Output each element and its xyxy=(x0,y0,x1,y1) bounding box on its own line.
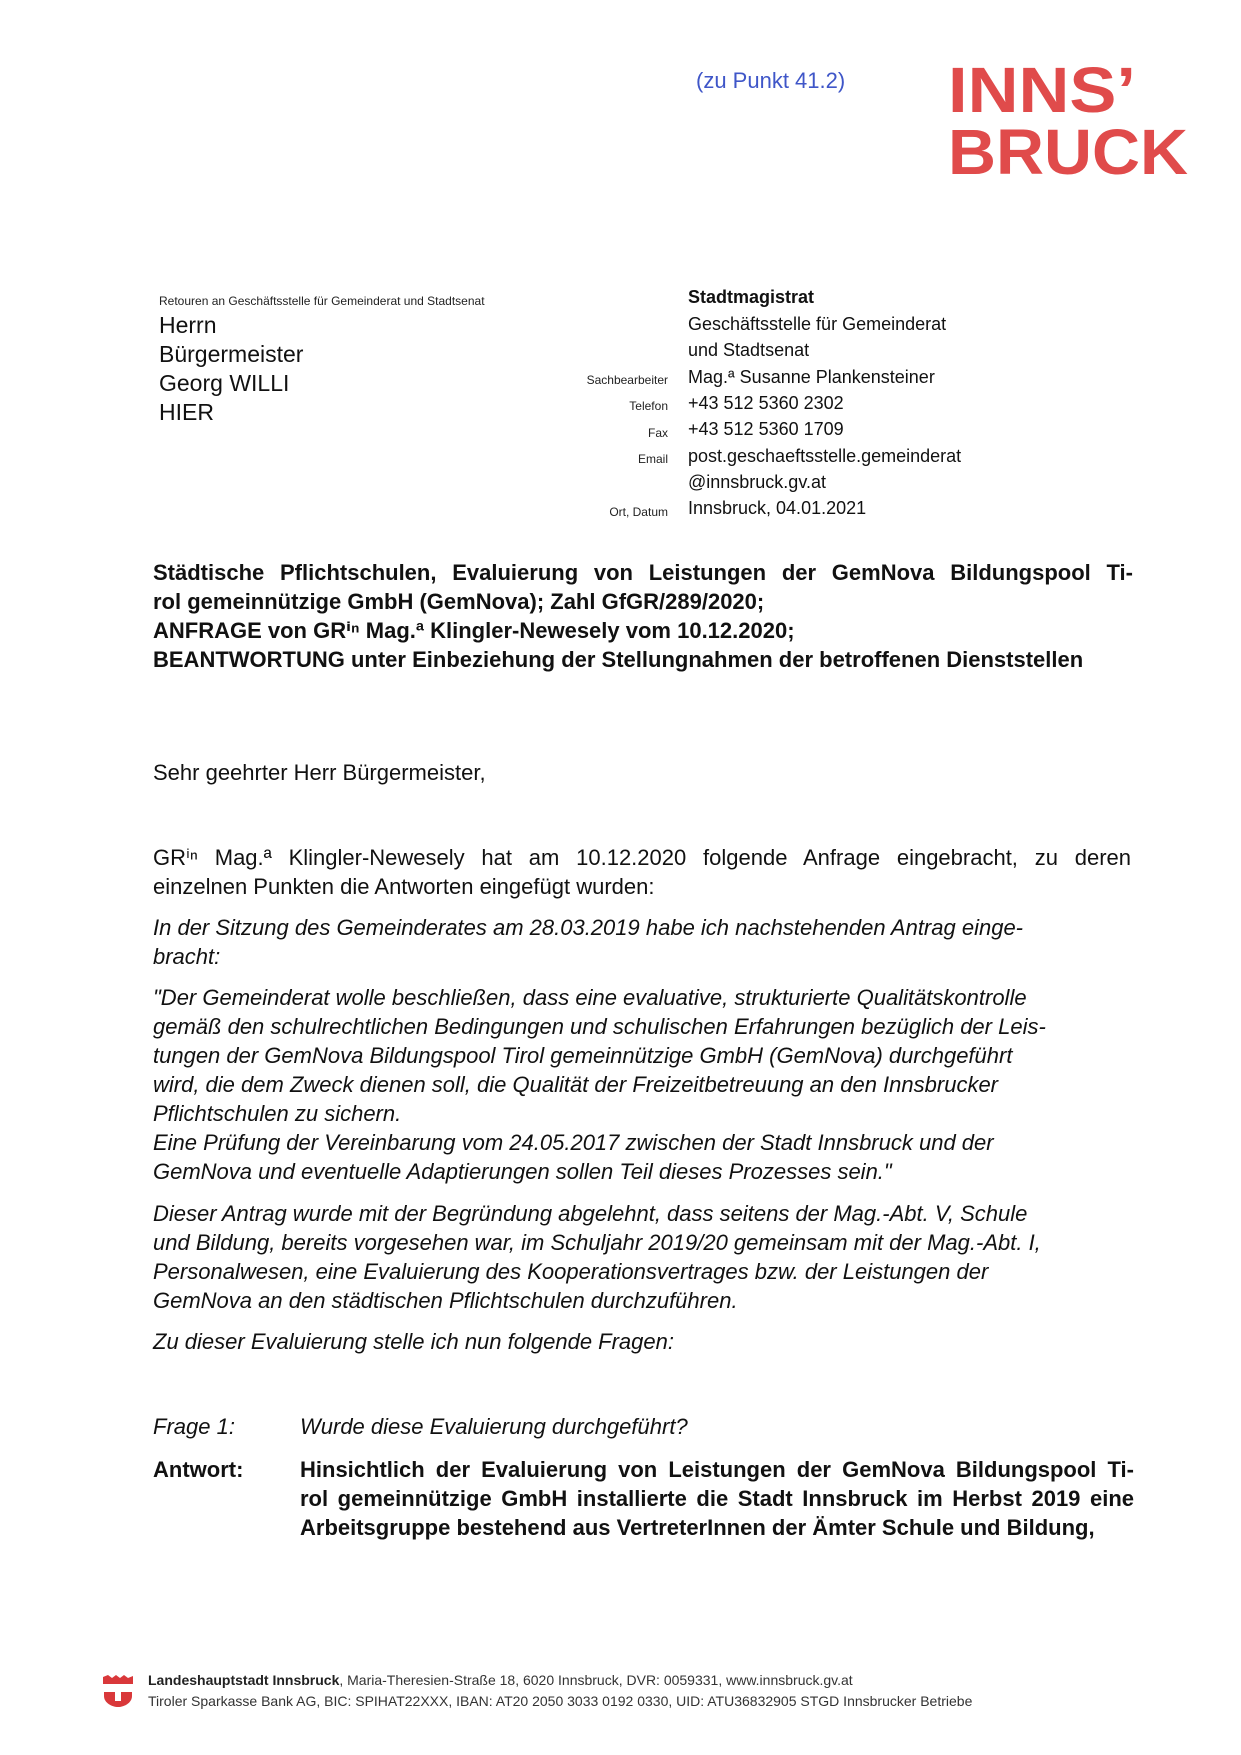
fax-label: Fax xyxy=(647,426,668,440)
question-1-label: Frage 1: xyxy=(153,1414,235,1439)
motion-quote xyxy=(153,983,1131,1186)
sender-dept-line1: Geschäftsstelle für Gemeinderat xyxy=(688,314,947,334)
footer-city-name: Landeshauptstadt Innsbruck xyxy=(148,1672,340,1688)
inquiry-line: bracht: xyxy=(153,944,221,969)
page-footer xyxy=(100,1668,1160,1714)
intro-line: einzelnen Punkten die Antworten eingefügt wurden: xyxy=(153,874,655,899)
answer-line: Hinsichtlich der Evaluierung von Leistungen der GemNova Bildungspool Ti- xyxy=(300,1457,1134,1482)
email-line2: @innsbruck.gv.at xyxy=(688,472,826,492)
inquiry-paragraph-2 xyxy=(153,1199,1131,1315)
logo-text-line2: BRUCK xyxy=(948,116,1188,180)
phone-label: Telefon xyxy=(629,399,668,413)
recipient-line: HIER xyxy=(159,399,214,425)
quote-line: Pflichtschulen zu sichern. xyxy=(153,1101,402,1126)
subject-line: rol gemeinnützige GmbH (GemNova); Zahl GfGR/289/2020; xyxy=(153,589,765,614)
recipient-line: Georg WILLI xyxy=(159,370,290,396)
recipient-address xyxy=(159,311,303,427)
subject-line: BEANTWORTUNG unter Einbeziehung der Stellungnahmen der betroffenen Dienststellen xyxy=(153,647,1084,672)
innsbruck-logo xyxy=(948,56,1192,180)
question-1-text: Wurde diese Evaluierung durchgeführt? xyxy=(300,1414,688,1439)
inquiry-line: In der Sitzung des Gemeinderates am 28.03.2019 habe ich nachstehenden Antrag einge- xyxy=(153,915,1023,940)
quote-line: gemäß den schulrechtlichen Bedingungen und schulischen Erfahrungen bezüglich der Leis- xyxy=(153,1014,1046,1039)
answer-1-label: Antwort: xyxy=(153,1457,244,1482)
quote-line: wird, die dem Zweck dienen soll, die Qualität der Freizeitbetreuung an den Innsbrucker xyxy=(153,1072,999,1097)
quote-line: GemNova und eventuelle Adaptierungen sollen Teil dieses Prozesses sein." xyxy=(153,1159,892,1184)
inquiry-paragraph-1 xyxy=(153,913,1131,971)
salutation: Sehr geehrter Herr Bürgermeister, xyxy=(153,760,486,785)
sender-org: Stadtmagistrat xyxy=(688,287,815,307)
intro-paragraph xyxy=(153,843,1131,901)
subject-line: Städtische Pflichtschulen, Evaluierung von Leistungen der GemNova Bildungspool Ti- xyxy=(153,560,1133,585)
email-label: Email xyxy=(637,452,668,466)
inquiry-line: GemNova an den städtischen Pflichtschulen durchzuführen. xyxy=(153,1288,738,1313)
answer-line: Arbeitsgruppe bestehend aus VertreterInnen der Ämter Schule und Bildung, xyxy=(300,1515,1095,1540)
quote-line: tungen der GemNova Bildungspool Tirol gemeinnützige GmbH (GemNova) durchgeführt xyxy=(153,1043,1013,1068)
phone-number: +43 512 5360 2302 xyxy=(688,393,844,413)
clerk-name: Mag.ª Susanne Plankensteiner xyxy=(688,367,935,387)
city-crest-icon xyxy=(102,1674,134,1708)
footer-address: , Maria-Theresien-Straße 18, 6020 Innsbruck, DVR: 0059331, www.innsbruck.gv.at xyxy=(339,1672,853,1688)
email-line1: post.geschaeftsstelle.gemeinderat xyxy=(688,446,962,466)
footer-address-line xyxy=(148,1672,853,1688)
inquiry-line: und Bildung, bereits vorgesehen war, im Schuljahr 2019/20 gemeinsam mit der Mag.-Abt. I, xyxy=(153,1230,1041,1255)
place-date: Innsbruck, 04.01.2021 xyxy=(688,498,867,518)
recipient-line: Bürgermeister xyxy=(159,341,304,367)
date-label: Ort, Datum xyxy=(609,505,668,519)
fax-number: +43 512 5360 1709 xyxy=(688,419,844,439)
footer-bank-line: Tiroler Sparkasse Bank AG, BIC: SPIHAT22XXX, IBAN: AT20 2050 3033 0192 0330, UID: ATU36832905 STGD Innsbrucker Betriebe xyxy=(148,1693,973,1709)
clerk-label: Sachbearbeiter xyxy=(586,373,668,387)
return-address-line: Retouren an Geschäftsstelle für Gemeinderat und Stadtsenat xyxy=(159,294,485,308)
inquiry-line: Dieser Antrag wurde mit der Begründung abgelehnt, dass seitens der Mag.-Abt. V, Schule xyxy=(153,1201,1028,1226)
agenda-reference: (zu Punkt 41.2) xyxy=(696,68,846,93)
quote-line: "Der Gemeinderat wolle beschließen, dass eine evaluative, strukturierte Qualitätskontrolle xyxy=(153,985,1027,1010)
quote-line: Eine Prüfung der Vereinbarung vom 24.05.2017 zwischen der Stadt Innsbruck und der xyxy=(153,1130,994,1155)
subject-line: ANFRAGE von GRⁱⁿ Mag.ª Klingler-Newesely vom 10.12.2020; xyxy=(153,618,795,643)
answer-1-text xyxy=(300,1455,1134,1542)
inquiry-paragraph-3: Zu dieser Evaluierung stelle ich nun folgende Fragen: xyxy=(153,1329,674,1354)
logo-text-line1: INNS’ xyxy=(948,56,1136,126)
recipient-line: Herrn xyxy=(159,312,217,338)
sender-dept-line2: und Stadtsenat xyxy=(688,340,810,360)
inquiry-line: Personalwesen, eine Evaluierung des Kooperationsvertrages bzw. der Leistungen der xyxy=(153,1259,989,1284)
subject-block xyxy=(153,558,1133,674)
answer-line: rol gemeinnützige GmbH installierte die Stadt Innsbruck im Herbst 2019 eine xyxy=(300,1486,1134,1511)
intro-line: GRⁱⁿ Mag.ª Klingler-Newesely hat am 10.12.2020 folgende Anfrage eingebracht, zu deren xyxy=(153,845,1131,870)
